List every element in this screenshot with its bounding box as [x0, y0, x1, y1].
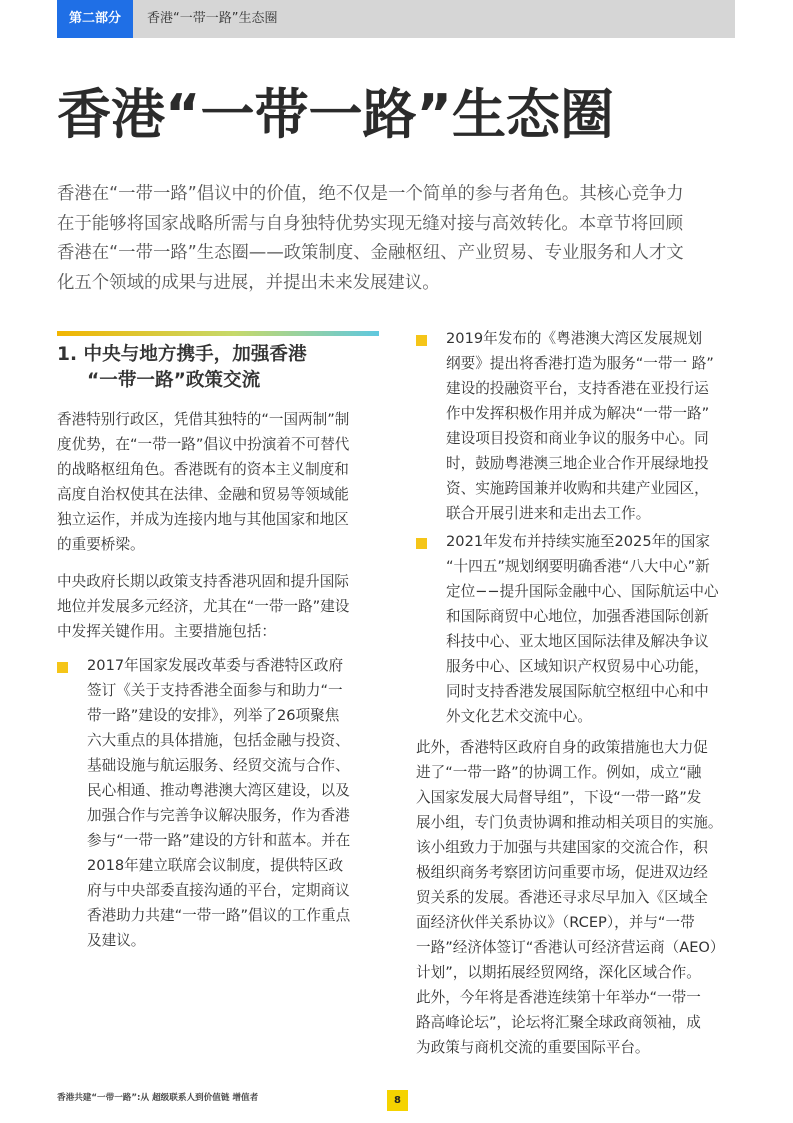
- text-line: 中发挥关键作用。主要措施包括：: [57, 623, 276, 640]
- text-line: 的战略枢纽角色。香港既有的资本主义制度和: [57, 461, 349, 478]
- text-line: 进了“一带一路”的协调工作。例如，成立“融: [416, 764, 702, 781]
- intro-paragraph: [57, 180, 737, 298]
- text-line: 带一路”建设的安排》，列举了26项聚焦: [87, 707, 340, 724]
- text-line: 签订《关于支持香港全面参与和助力“一: [87, 682, 343, 699]
- text-line: 此外，今年将是香港连续第十年举办“一带一: [416, 989, 701, 1006]
- text-line: 民心相通、推动粤港澳大湾区建设，以及: [87, 782, 350, 799]
- bullet-text: [446, 326, 746, 526]
- text-line: 度优势，在“一带一路”倡议中扮演着不可替代: [57, 436, 350, 453]
- text-line: 资、实施跨国兼并收购和共建产业园区，: [446, 480, 709, 497]
- text-line: 展小组，专门负责协调和推动相关项目的实施。: [416, 814, 723, 831]
- text-line: 同时支持香港发展国际航空枢纽中心和中: [446, 683, 709, 700]
- gradient-divider: [57, 331, 379, 336]
- text-line: 贸关系的发展。香港还寻求尽早加入《区域全: [416, 889, 708, 906]
- text-line: 2017年国家发展改革委与香港特区政府: [87, 657, 344, 674]
- text-line: 香港特别行政区，凭借其独特的“一国两制”制: [57, 411, 350, 428]
- page-number: 8: [387, 1090, 408, 1111]
- text-line: 时，鼓励粤港澳三地企业合作开展绿地投: [446, 455, 709, 472]
- text-line: 在于能够将国家战略所需与自身独特优势实现无缝对接与高效转化。本章节将回顾: [57, 213, 684, 234]
- section-header-bar: [57, 0, 735, 38]
- section-label: 香港“一带一路”生态圈: [147, 11, 278, 26]
- text-line: 参与“一带一路”建设的方针和蓝本。并在: [87, 832, 351, 849]
- text-line: 六大重点的具体措施，包括金融与投资、: [87, 732, 350, 749]
- bullet-item-2017: [87, 653, 387, 953]
- text-line: 纲要》提出将香港打造为服务“一带一 路”: [446, 355, 714, 372]
- text-line: 高度自治权使其在法律、金融和贸易等领域能: [57, 486, 349, 503]
- text-line: 定位−−提升国际金融中心、国际航运中心: [446, 583, 719, 600]
- text-line: 及建议。: [87, 932, 146, 949]
- text-line: 府与中央部委直接沟通的平台，定期商议: [87, 882, 350, 899]
- bullet-square-icon: [416, 335, 427, 346]
- text-line: 香港在“一带一路”倡议中的价值，绝不仅是一个简单的参与者角色。其核心竞争力: [57, 184, 684, 204]
- section-heading-line1: 1. 中央与地方携手，加强香港: [57, 344, 307, 365]
- text-line: 建设的投融资平台，支持香港在亚投行运: [446, 380, 709, 397]
- text-line: 为政策与商机交流的重要国际平台。: [416, 1039, 650, 1056]
- footer-text: 香港共建“一带一路”:从 超级联系人到价值链 增值者: [57, 1093, 259, 1103]
- text-line: 中央政府长期以政策支持香港巩固和提升国际: [57, 573, 349, 590]
- text-line: 建设项目投资和商业争议的服务中心。同: [446, 430, 709, 447]
- bullet-item-2019: [446, 326, 746, 526]
- text-line: 一路”经济体签订“香港认可经济营运商（AEO）: [416, 939, 725, 956]
- text-line: “十四五”规划纲要明确香港“八大中心”新: [446, 558, 710, 575]
- text-line: 外文化艺术交流中心。: [446, 708, 592, 725]
- body-paragraph-3: [416, 735, 746, 1060]
- bullet-item-2021: [446, 529, 746, 729]
- bullet-square-icon: [416, 538, 427, 549]
- text-line: 服务中心、区域知识产权贸易中心功能，: [446, 658, 709, 675]
- part-label: 第二部分: [57, 0, 133, 38]
- text-line: 2021年发布并持续实施至2025年的国家: [446, 533, 710, 550]
- body-paragraph-2: [57, 569, 387, 644]
- text-line: 联合开展引进来和走出去工作。: [446, 505, 651, 522]
- text-line: 基础设施与航运服务、经贸交流与合作、: [87, 757, 350, 774]
- text-line: 路高峰论坛”，论坛将汇聚全球政商领袖，成: [416, 1014, 701, 1031]
- text-line: 香港在“一带一路”生态圈——政策制度、金融枢纽、产业贸易、专业服务和人才文: [57, 243, 684, 263]
- text-line: 加强合作与完善争议解决服务，作为香港: [87, 807, 350, 824]
- text-line: 地位并发展多元经济，尤其在“一带一路”建设: [57, 598, 350, 615]
- section-heading-line2: “一带一路”政策交流: [87, 370, 261, 391]
- text-line: 2019年发布的《粤港澳大湾区发展规划: [446, 330, 703, 347]
- text-line: 此外，香港特区政府自身的政策措施也大力促: [416, 739, 708, 756]
- text-line: 的重要桥梁。: [57, 536, 145, 553]
- bullet-text: [446, 529, 746, 729]
- body-paragraph-1: [57, 407, 387, 557]
- bullet-text: [87, 653, 387, 953]
- text-line: 科技中心、亚太地区国际法律及解决争议: [446, 633, 709, 650]
- text-line: 面经济伙伴关系协议》（RCEP），并与“一带: [416, 914, 695, 931]
- text-line: 计划”，以期拓展经贸网络，深化区域合作。: [416, 964, 701, 981]
- text-line: 香港助力共建“一带一路”倡议的工作重点: [87, 907, 351, 924]
- text-line: 独立运作，并成为连接内地与其他国家和地区: [57, 511, 349, 528]
- text-line: 极组织商务考察团访问重要市场，促进双边经: [416, 864, 708, 881]
- section-heading: [57, 342, 387, 394]
- text-line: 和国际商贸中心地位，加强香港国际创新: [446, 608, 709, 625]
- text-line: 化五个领域的成果与进展，并提出未来发展建议。: [57, 272, 440, 293]
- text-line: 作中发挥积极作用并成为解决“一带一路”: [446, 405, 710, 422]
- page-title: 香港“一带一路”生态圈: [57, 83, 614, 146]
- text-line: 入国家发展大局督导组”，下设“一带一路”发: [416, 789, 702, 806]
- text-line: 该小组致力于加强与共建国家的交流合作，积: [416, 839, 708, 856]
- text-line: 2018年建立联席会议制度，提供特区政: [87, 857, 344, 874]
- bullet-square-icon: [57, 662, 68, 673]
